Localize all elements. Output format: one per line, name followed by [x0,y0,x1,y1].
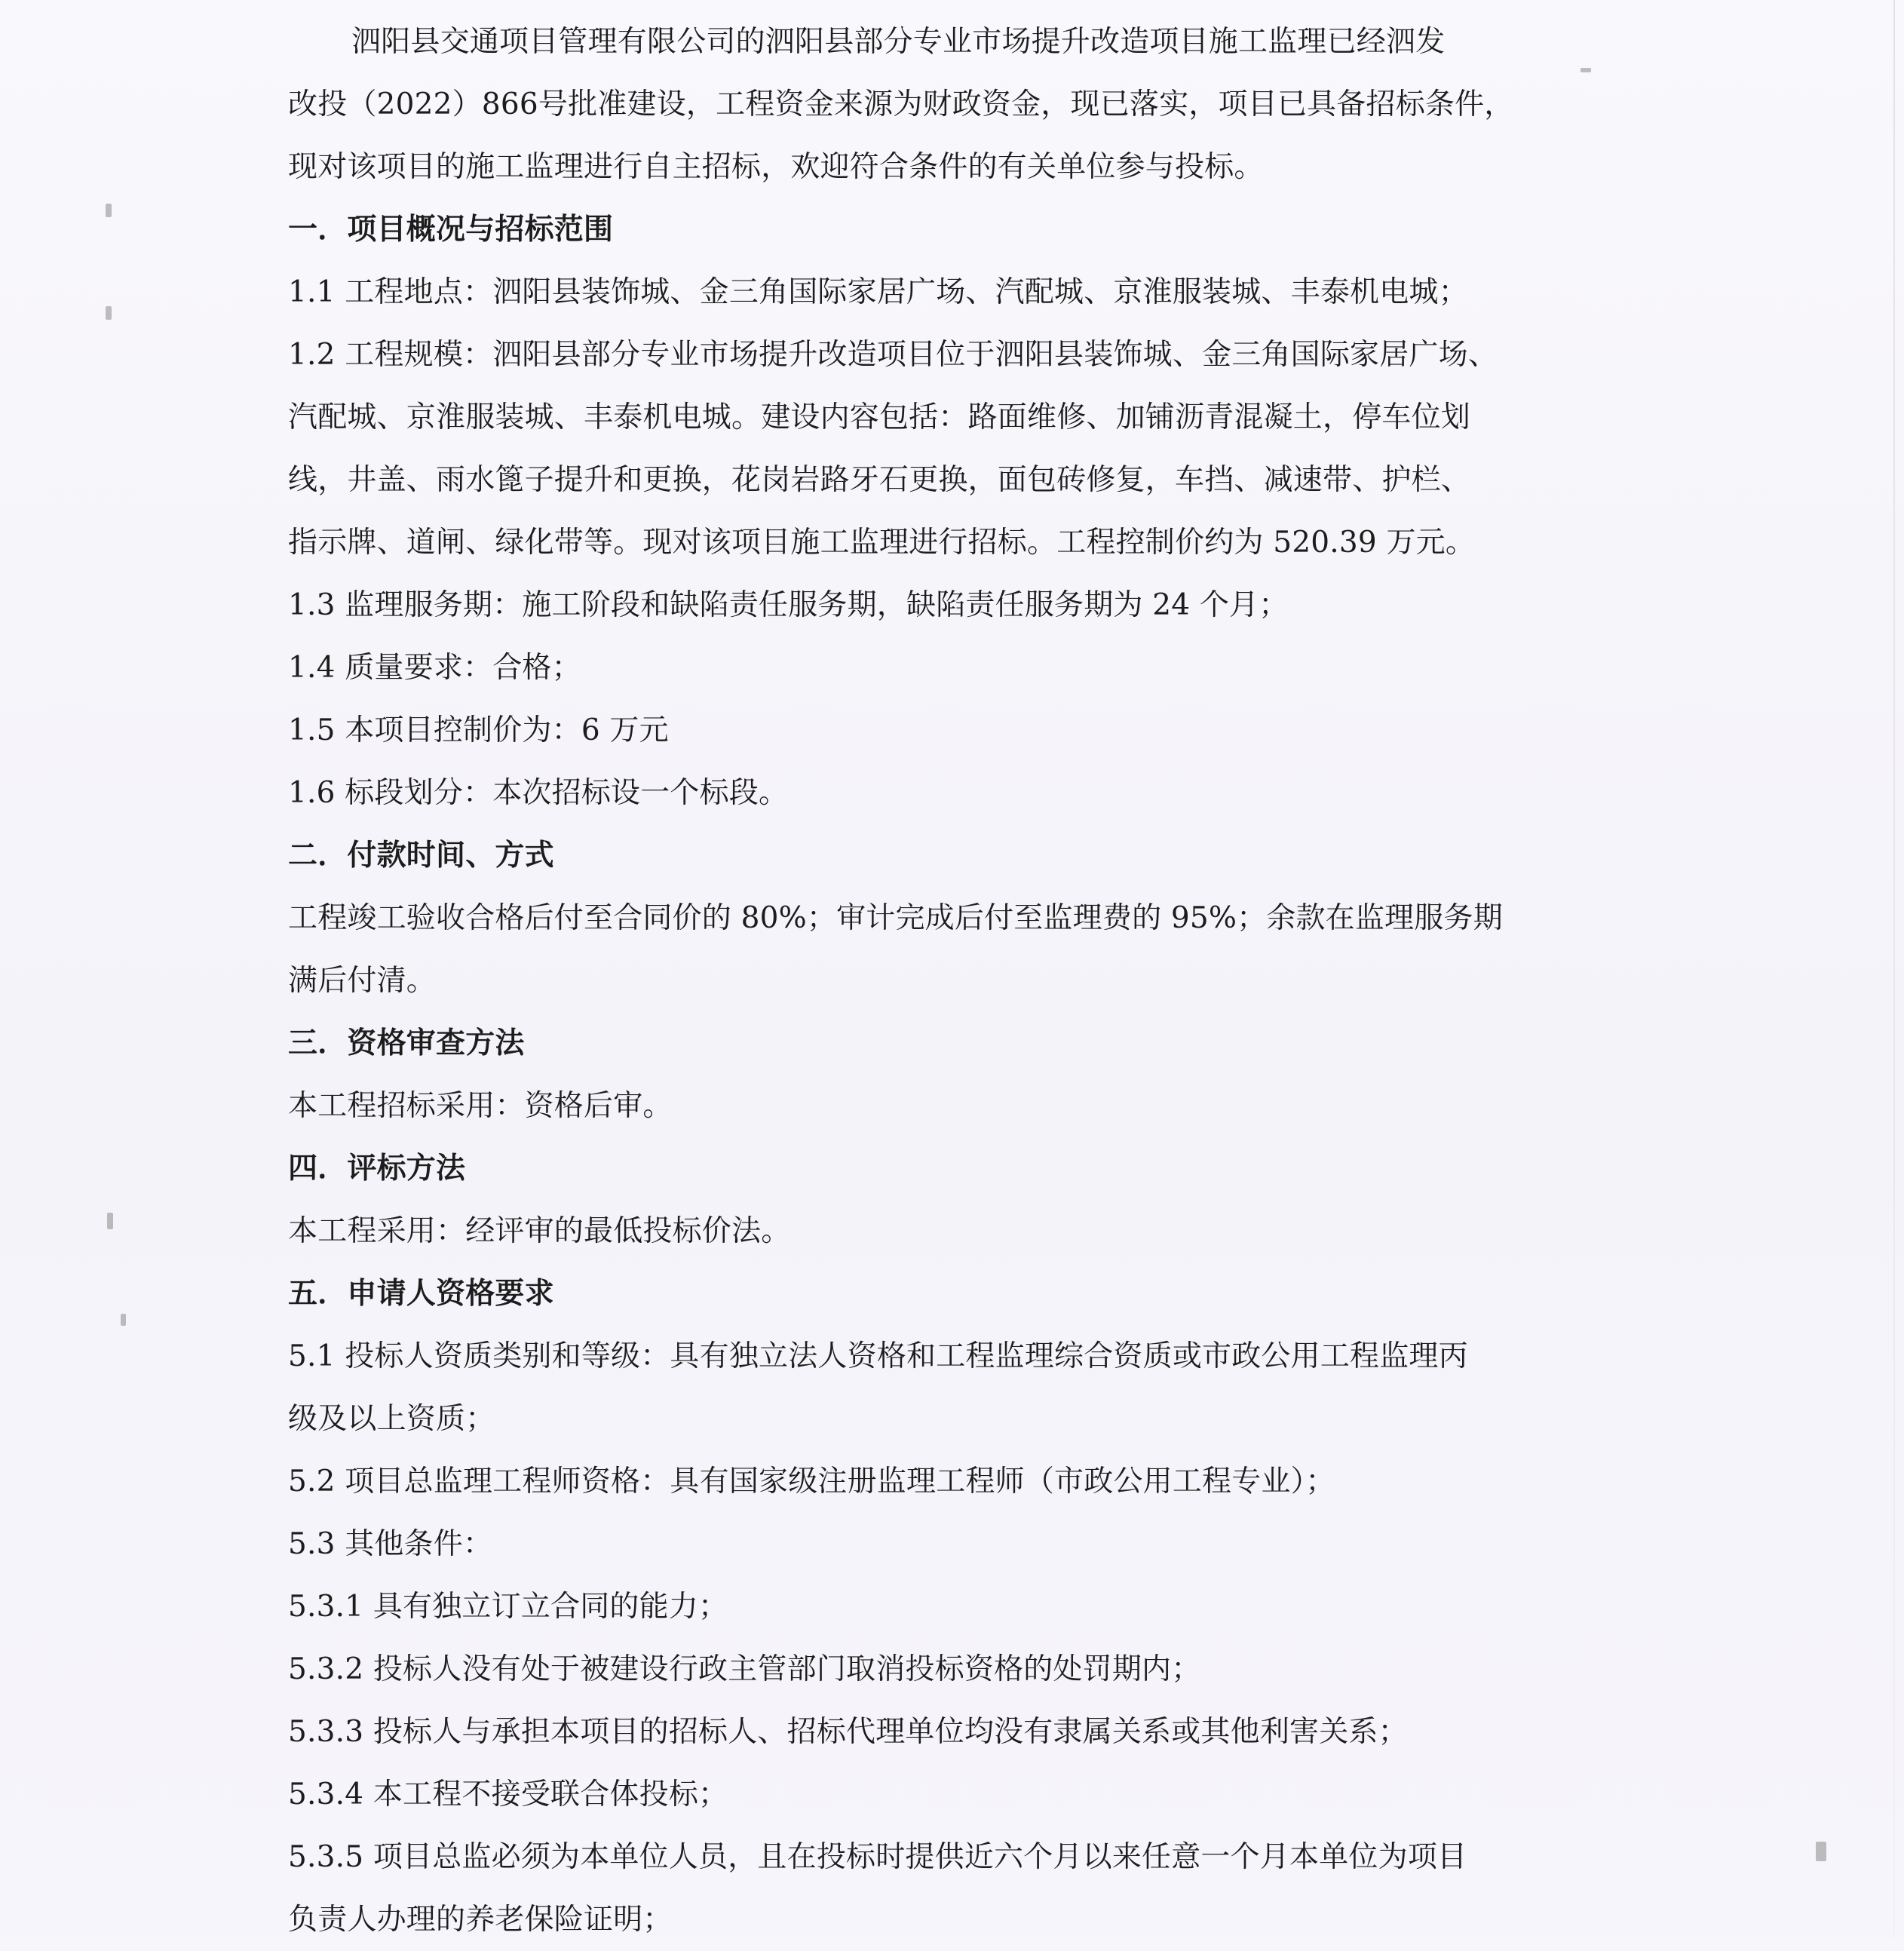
section-heading: 一．项目概况与招标范围 [288,212,614,247]
text-line: 满后付清。 [288,964,437,998]
text-line: 工程竣工验收合格后付至合同价的 80%；审计完成后付至监理费的 95%；余款在监理服务期 [288,901,1503,935]
text-line: 5.3.4 本工程不接受联合体投标； [288,1778,728,1811]
section-heading: 四．评标方法 [288,1151,466,1186]
document-body [288,11,1600,1951]
text-line: 泗阳县交通项目管理有限公司的泗阳县部分专业市场提升改造项目施工监理已经泗发 [351,25,1446,59]
text-line: 5.3.5 项目总监必须为本单位人员，且在投标时提供近六个月以来任意一个月本单位为项目 [288,1840,1467,1874]
text-line: 5.2 项目总监理工程师资格：具有国家级注册监理工程师（市政公用工程专业）； [288,1465,1335,1499]
section-heading: 三．资格审查方法 [288,1026,525,1060]
text-line: 指示牌、道闸、绿化带等。现对该项目施工监理进行招标。工程控制价约为 520.39 万元。 [288,526,1476,560]
text-line: 1.2 工程规模：泗阳县部分专业市场提升改造项目位于泗阳县装饰城、金三角国际家居广场、 [288,338,1498,372]
text-line: 本工程采用：经评审的最低投标价法。 [288,1214,791,1248]
text-line: 5.3 其他条件： [288,1527,493,1561]
text-line: 5.3.1 具有独立订立合同的能力； [288,1590,728,1624]
text-line: 负责人办理的养老保险证明； [288,1903,673,1937]
text-line: 1.5 本项目控制价为：6 万元 [288,713,669,747]
text-line: 1.3 监理服务期：施工阶段和缺陷责任服务期，缺陷责任服务期为 24 个月； [288,588,1289,622]
binding-hole-mark [106,306,112,320]
text-line: 改投（2022）866号批准建设，工程资金来源为财政资金，现已落实，项目已具备招标条件， [288,87,1514,121]
scan-speck [1816,1842,1826,1861]
binding-hole-mark [106,204,112,217]
text-line: 现对该项目的施工监理进行自主招标，欢迎符合条件的有关单位参与投标。 [288,150,1264,184]
binding-hole-mark [107,1213,113,1229]
text-line: 级及以上资质； [288,1402,495,1436]
text-line: 本工程招标采用：资格后审。 [288,1089,673,1123]
text-line: 5.1 投标人资质类别和等级：具有独立法人资格和工程监理综合资质或市政公用工程监理丙 [288,1339,1468,1373]
text-line: 线，井盖、雨水篦子提升和更换，花岗岩路牙石更换，面包砖修复，车挡、减速带、护栏、 [288,463,1471,497]
section-heading: 二．付款时间、方式 [288,838,554,873]
text-line: 汽配城、京淮服装城、丰泰机电城。建设内容包括：路面维修、加铺沥青混凝土，停车位划 [288,400,1471,434]
text-line: 5.3.3 投标人与承担本项目的招标人、招标代理单位均没有隶属关系或其他利害关系； [288,1715,1408,1749]
binding-hole-mark [121,1314,126,1326]
text-line: 1.4 质量要求：合格； [288,651,581,685]
text-line: 5.3.2 投标人没有处于被建设行政主管部门取消投标资格的处罚期内； [288,1652,1201,1686]
text-line: 1.1 工程地点：泗阳县装饰城、金三角国际家居广场、汽配城、京淮服装城、丰泰机电城； [288,275,1468,309]
section-heading: 五．申请人资格要求 [288,1276,554,1311]
text-line: 1.6 标段划分：本次招标设一个标段。 [288,776,789,810]
page-edge-shadow [1893,0,1895,1937]
